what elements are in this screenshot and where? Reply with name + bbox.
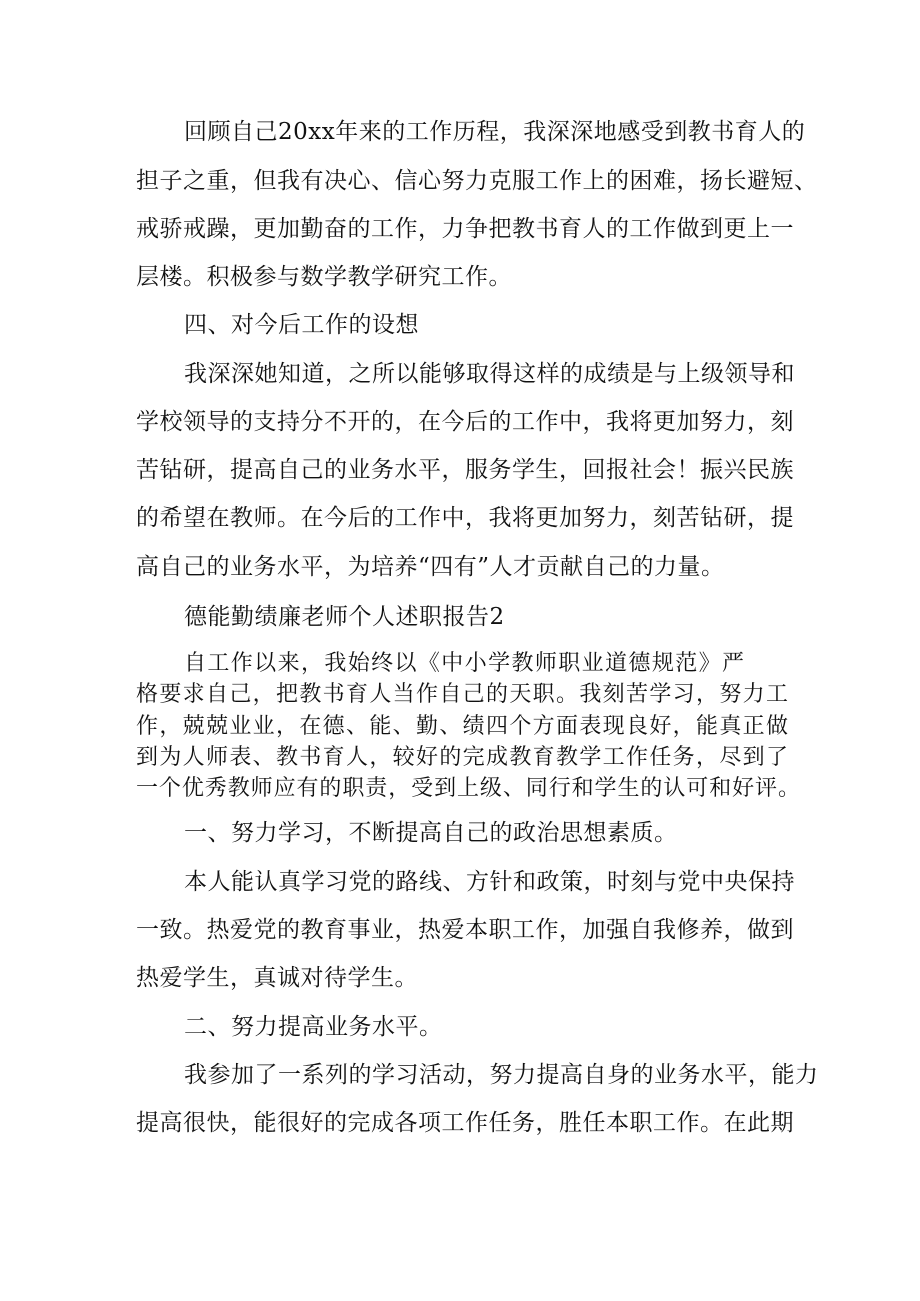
- text-line: 戒骄戒躁，更加勤奋的工作，力争把教书育人的工作做到更上一: [136, 216, 794, 242]
- text-line: 作，兢兢业业，在德、能、勤、绩四个方面表现良好，能真正做: [136, 714, 788, 739]
- section-heading-4: 四、对今后工作的设想: [184, 312, 419, 338]
- section-heading-1: 一、努力学习，不断提高自己的政治思想素质。: [184, 820, 678, 846]
- text-line: 回顾自己20xx年来的工作历程，我深深地感受到教书育人的: [184, 119, 806, 145]
- text-line: 苦钻研，提高自己的业务水平，服务学生，回报社会！振兴民族: [136, 457, 794, 483]
- text-line: 本人能认真学习党的路线、方针和政策，时刻与党中央保持: [184, 869, 795, 895]
- text-line: 层楼。积极参与数学教学研究工作。: [136, 264, 512, 290]
- text-line: 格要求自己，把教书育人当作自己的天职。我刻苦学习，努力工: [136, 682, 788, 707]
- text-line: 我深深她知道，之所以能够取得这样的成绩是与上级领导和: [184, 361, 795, 387]
- text-line: 的希望在教师。在今后的工作中，我将更加努力，刻苦钻研，提: [136, 505, 794, 531]
- text-line: 热爱学生，真诚对待学生。: [136, 965, 418, 991]
- text-line: 一致。热爱党的教育事业，热爱本职工作，加强自我修养，做到: [136, 917, 794, 943]
- text-line: 我参加了一系列的学习活动，努力提高自身的业务水平，能力: [184, 1062, 819, 1088]
- text-line: 担子之重，但我有决心、信心努力克服工作上的困难，扬长避短、: [136, 168, 818, 194]
- text-line: 提高很快，能很好的完成各项工作任务，胜任本职工作。在此期: [136, 1110, 794, 1136]
- text-line: 学校领导的支持分不开的，在今后的工作中，我将更加努力，刻: [136, 409, 794, 435]
- text-line: 高自己的业务水平，为培养“四有”人才贡献自己的力量。: [136, 554, 725, 580]
- text-line: 自工作以来，我始终以《中小学教师职业道德规范》严: [184, 651, 744, 676]
- report-title: 德能勤绩廉老师个人述职报告2: [184, 604, 505, 630]
- section-heading-2: 二、努力提高业务水平。: [184, 1014, 443, 1040]
- text-line: 一个优秀教师应有的职责，受到上级、同行和学生的认可和好评。: [136, 776, 800, 801]
- text-line: 到为人师表、教书育人，较好的完成教育教学工作任务，尽到了: [136, 745, 788, 770]
